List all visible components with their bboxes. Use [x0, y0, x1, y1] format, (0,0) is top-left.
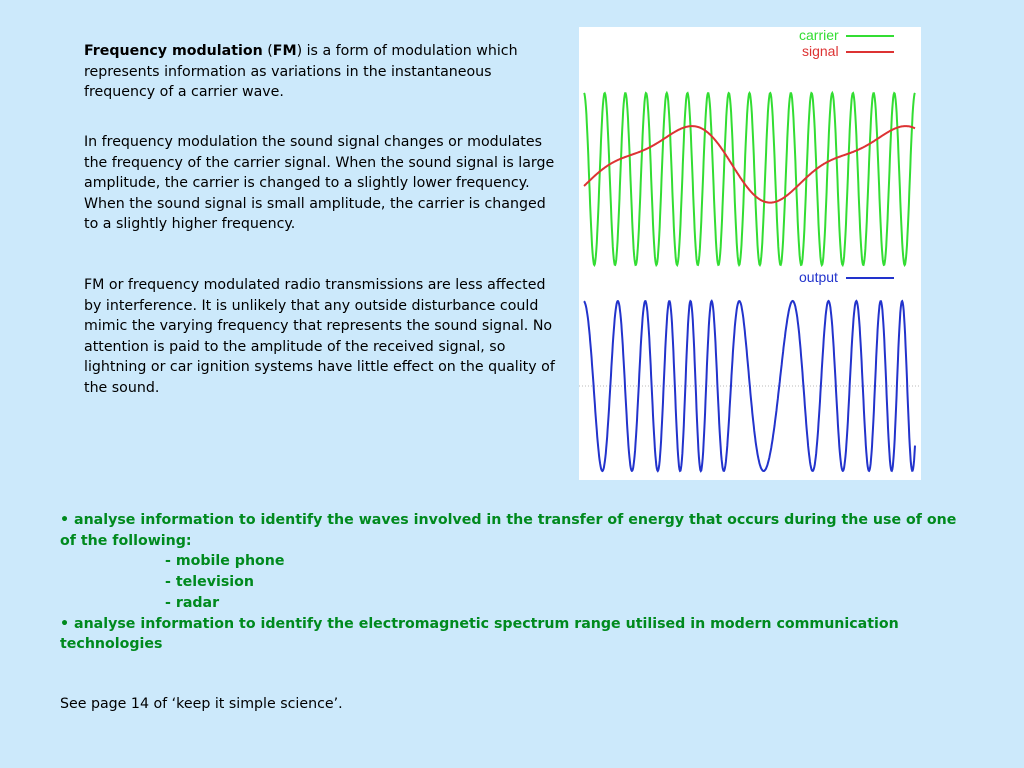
carrier-wave [584, 93, 915, 265]
legend-output-label: output [799, 269, 838, 285]
legend-signal-label: signal [802, 43, 839, 59]
objective-waves: • analyse information to identify the waves involved in the transfer of energy that occurs during the use of one of the following: [60, 512, 957, 549]
learning-objectives [60, 510, 970, 655]
objective-sub-television: - television [165, 574, 254, 591]
objective-spectrum: • analyse information to identify the electromagnetic spectrum range utilised in modern communication technologies [60, 615, 899, 653]
paragraph-interference: FM or frequency modulated radio transmissions are less affected by interference. It is unlikely that any outside disturbance could mimic the varying frequency that represents the sound signal. No attention is paid to the amplitude of the received signal, so lightning or car ignition systems have little effect on the quality of the sound. [84, 277, 555, 396]
intro-rest: ) is a form of modulation which represents information as variations in the instantaneous frequency of a carrier wave. [84, 43, 518, 100]
objective-sub-radar: - radar [165, 594, 220, 611]
open-paren: ( [262, 43, 273, 59]
intro-paragraph [84, 41, 556, 103]
reference-note: See page 14 of ‘keep it simple science’. [60, 696, 343, 712]
fm-term: Frequency modulation [84, 43, 263, 59]
objective-sub-mobile: - mobile phone [165, 553, 285, 570]
signal-wave [584, 126, 915, 203]
paragraph-modulation: In frequency modulation the sound signal changes or modulates the frequency of the carrier signal. When the sound signal is large amplitude, the carrier is changed to a slightly lower frequency. When the sound signal is small amplitude, the carrier is changed to a slightly higher frequency. [84, 134, 555, 232]
fm-abbrev: FM [272, 43, 297, 59]
legend-carrier-label: carrier [799, 27, 839, 43]
fm-wave-diagram [579, 27, 921, 480]
fm-wave-figure [579, 27, 921, 480]
